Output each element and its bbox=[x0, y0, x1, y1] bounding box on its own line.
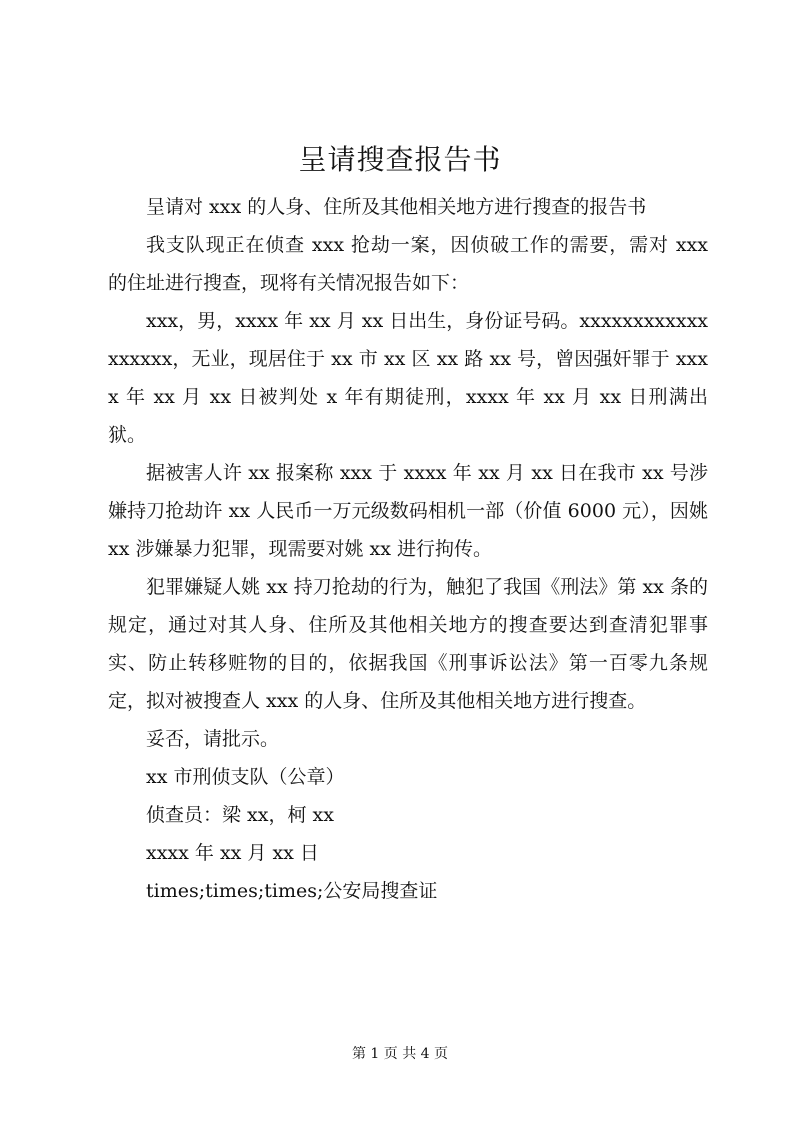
page-number-footer: 第 1 页 共 4 页 bbox=[351, 1046, 449, 1062]
document-body bbox=[108, 188, 708, 910]
paragraph-suspect-info: xxx，男，xxxx 年 xx 月 xx 日出生，身份证号码。xxxxxxxxxxxxxxxxxx，无业，现居住于 xx 市 xx 区 xx 路 xx 号，曾因强奸罪于 xxxx 年 xx 月 xx 日被判处 x 年有期徒刑，xxxx 年 xx 月 xx 日刑满出狱。 bbox=[108, 310, 708, 446]
document-title: 呈请搜查报告书 bbox=[298, 143, 502, 176]
paragraph-approval-request: 妥否，请批示。 bbox=[146, 728, 280, 750]
paragraph-unit-seal: xx 市刑侦支队（公章） bbox=[146, 766, 345, 788]
paragraph-date: xxxx 年 xx 月 xx 日 bbox=[146, 842, 319, 864]
paragraph-intro: 我支队现正在侦查 xxx 抢劫一案，因侦破工作的需要，需对 xxx 的住址进行搜查，现将有关情况报告如下： bbox=[108, 234, 708, 294]
paragraph-search-warrant: times;times;times;公安局搜查证 bbox=[146, 880, 438, 902]
paragraph-legal-basis: 犯罪嫌疑人姚 xx 持刀抢劫的行为，触犯了我国《刑法》第 xx 条的规定，通过对其人身、住所及其他相关地方的搜查要达到查清犯罪事实、防止转移赃物的目的，依据我国《刑事诉讼法》第一百零九条规定，拟对被搜查人 xxx 的人身、住所及其他相关地方进行搜查。 bbox=[108, 576, 708, 712]
paragraph-investigators: 侦查员：梁 xx，柯 xx bbox=[146, 804, 334, 826]
paragraph-subject: 呈请对 xxx 的人身、住所及其他相关地方进行搜查的报告书 bbox=[146, 196, 647, 218]
paragraph-case-report: 据被害人许 xx 报案称 xxx 于 xxxx 年 xx 月 xx 日在我市 xx 号涉嫌持刀抢劫许 xx 人民币一万元级数码相机一部（价值 6000 元），因姚 xx 涉嫌暴力犯罪，现需要对姚 xx 进行拘传。 bbox=[108, 462, 708, 560]
